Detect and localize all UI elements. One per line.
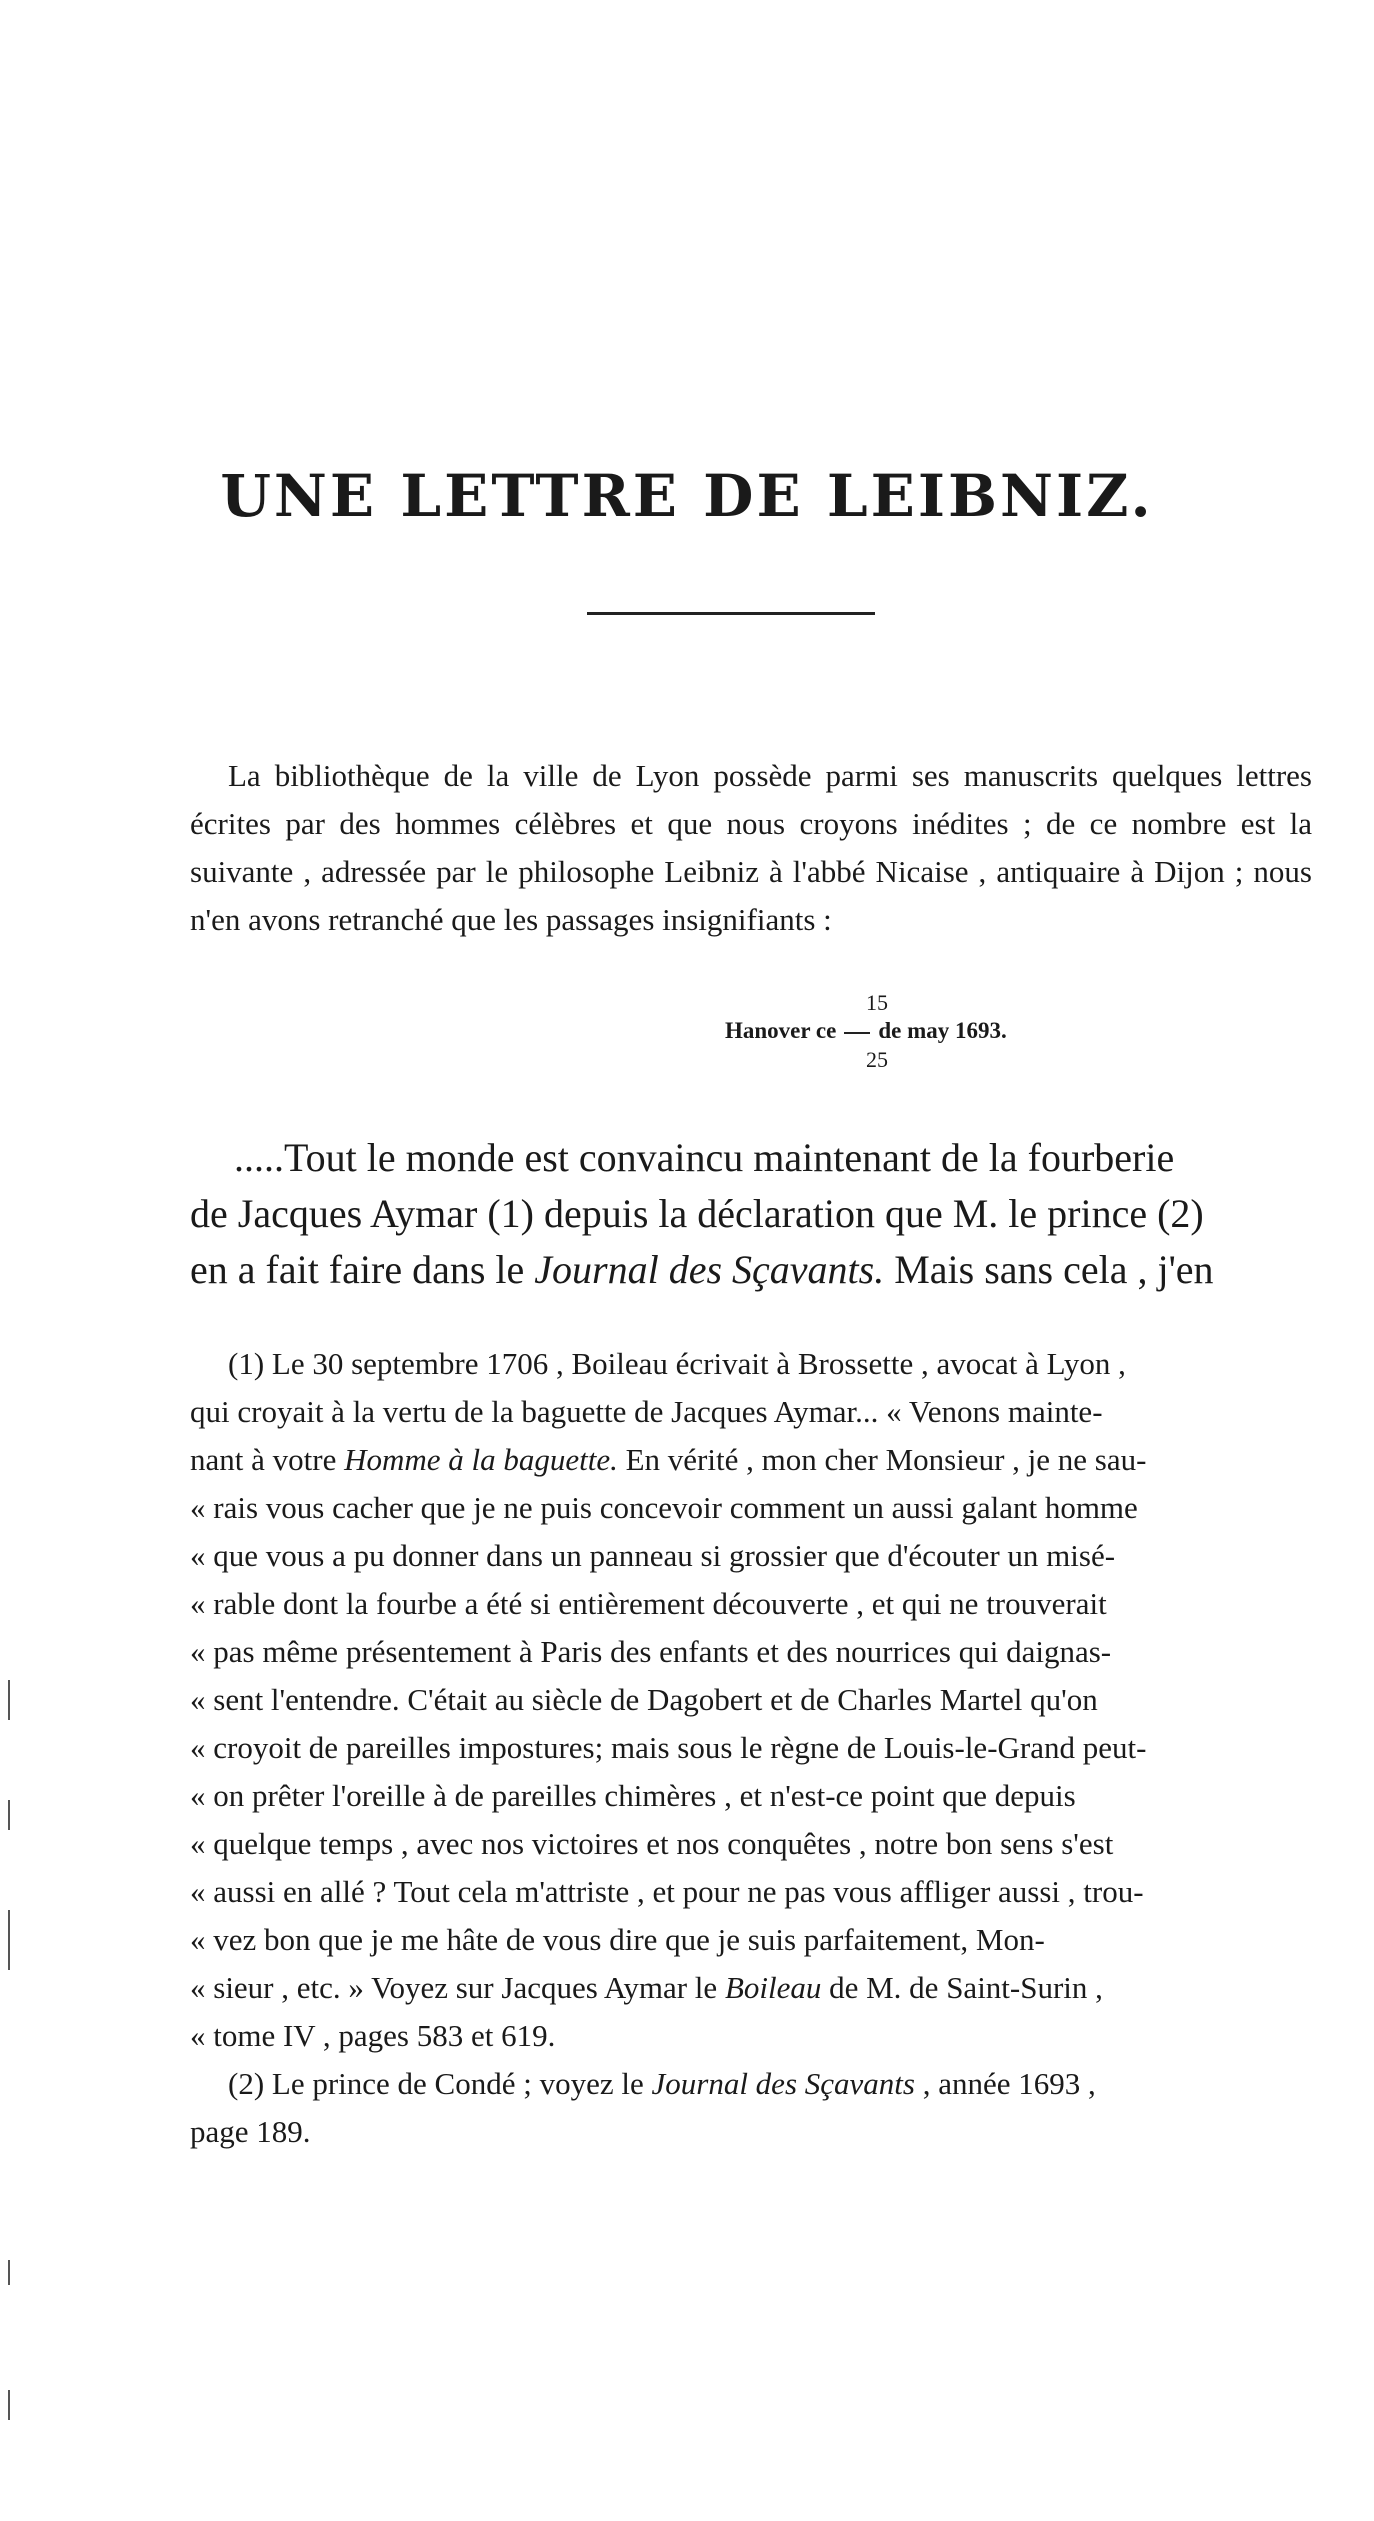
footnote-line: [190, 1436, 1270, 1484]
date-denominator: 25: [866, 1047, 888, 1072]
footnote-text: nant à votre: [190, 1442, 345, 1477]
footnote-line: (1) Le 30 septembre 1706 , Boileau écrivait à Brossette , avocat à Lyon ,: [228, 1346, 1126, 1381]
letter-line: .....Tout le monde est convaincu maintenant de la fourberie: [234, 1135, 1175, 1180]
footnote-text: En vérité , mon cher Monsieur , je ne sau-: [617, 1442, 1147, 1477]
letter-line: de Jacques Aymar (1) depuis la déclaration que M. le prince (2): [190, 1191, 1204, 1236]
scan-margin-mark: [8, 1800, 10, 1830]
footnote-text: (2) Le prince de Condé ; voyez le: [228, 2066, 652, 2101]
letter-text: en a fait faire dans le: [190, 1247, 535, 1292]
letter-text: Mais sans cela , j'en: [884, 1247, 1214, 1292]
footnote-text: , année 1693 ,: [914, 2066, 1096, 2101]
footnote-line: « aussi en allé ? Tout cela m'attriste , et pour ne pas vous affliger aussi , trou-: [190, 1874, 1144, 1909]
scan-margin-mark: [8, 1680, 10, 1720]
footnote-text: de M. de Saint-Surin ,: [821, 1970, 1103, 2005]
date-fraction-bar: [844, 1032, 870, 1034]
footnote-line: « croyoit de pareilles impostures; mais sous le règne de Louis-le-Grand peut-: [190, 1730, 1147, 1765]
footnote-text: « sieur , etc. » Voyez sur Jacques Aymar le: [190, 1970, 725, 2005]
footnote-line: « on prêter l'oreille à de pareilles chimères , et n'est-ce point que depuis: [190, 1778, 1076, 1813]
footnote-line: qui croyait à la vertu de la baguette de Jacques Aymar... « Venons mainte-: [190, 1394, 1103, 1429]
footnote-line: [190, 1964, 1270, 2012]
footnote-line: [190, 2060, 1270, 2108]
footnote-1: [190, 1340, 1270, 2060]
dateline-main: [725, 1018, 1007, 1044]
footnotes: [190, 1340, 1270, 2156]
footnote-line: « rais vous cacher que je ne puis concevoir comment un aussi galant homme: [190, 1490, 1138, 1525]
dateline-suffix: de may 1693.: [878, 1018, 1007, 1043]
dateline: [725, 990, 1145, 1078]
intro-paragraph: [190, 752, 1312, 944]
scan-margin-mark: [8, 1910, 10, 1970]
footnote-italic: Homme à la baguette.: [344, 1442, 618, 1477]
footnote-italic: Boileau: [724, 1970, 822, 2005]
dateline-prefix: Hanover ce: [725, 1018, 837, 1043]
footnote-line: « quelque temps , avec nos victoires et nos conquêtes , notre bon sens s'est: [190, 1826, 1114, 1861]
date-numerator: 15: [866, 990, 888, 1015]
letter-body: [190, 1130, 1270, 1298]
title-divider: [587, 612, 875, 615]
footnote-line: « tome IV , pages 583 et 619.: [190, 2018, 556, 2053]
scan-margin-mark: [8, 2260, 10, 2285]
footnote-line: « que vous a pu donner dans un panneau si grossier que d'écouter un misé-: [190, 1538, 1116, 1573]
footnote-line: « pas même présentement à Paris des enfants et des nourrices qui daignas-: [190, 1634, 1112, 1669]
intro-text: La bibliothèque de la ville de Lyon possède parmi ses manuscrits quelques lettres écrites par des hommes célèbres et que nous croyons inédites ; de ce nombre est la suivante , adressée par le philosophe Leibniz à l'abbé Nicaise , antiquaire à Dijon ; nous n'en avons retranché que les passages insignifiants :: [190, 758, 1312, 937]
letter-line: [190, 1242, 1270, 1298]
footnote-2: [190, 2060, 1270, 2156]
footnote-italic: Journal des Sçavants: [651, 2066, 915, 2101]
page-title: UNE LETTRE DE LEIBNIZ.: [220, 462, 1154, 530]
journal-title-italic: Journal des Sçavants.: [534, 1247, 885, 1292]
footnote-line: page 189.: [190, 2114, 311, 2149]
footnote-line: « sent l'entendre. C'était au siècle de Dagobert et de Charles Martel qu'on: [190, 1682, 1098, 1717]
footnote-line: « rable dont la fourbe a été si entièrement découverte , et qui ne trouverait: [190, 1586, 1107, 1621]
footnote-line: « vez bon que je me hâte de vous dire que je suis parfaitement, Mon-: [190, 1922, 1045, 1957]
scan-margin-mark: [8, 2390, 10, 2420]
